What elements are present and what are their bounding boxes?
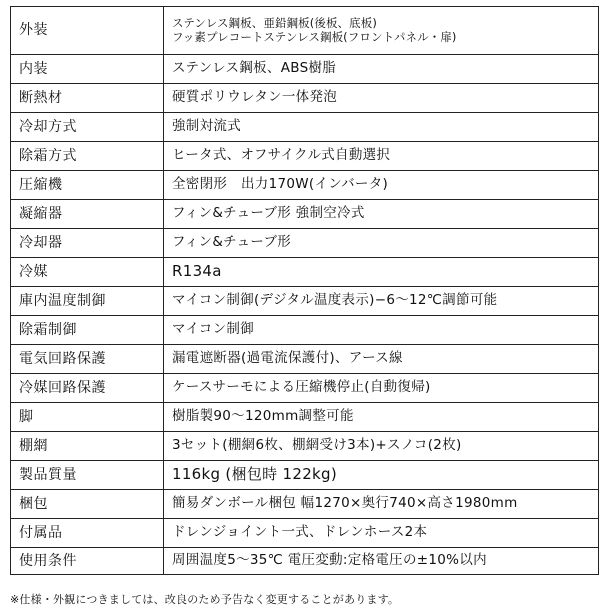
table-row bbox=[11, 142, 599, 171]
row-label-temperature-control: 庫内温度制御 bbox=[11, 287, 164, 316]
row-value-product-weight: 116kg (梱包時 122kg) bbox=[164, 461, 599, 490]
row-value-interior: ステンレス鋼板、ABS樹脂 bbox=[164, 55, 599, 84]
row-value-compressor: 全密閉形 出力170W(インバータ) bbox=[164, 171, 599, 200]
row-value-legs: 樹脂製90〜120mm調整可能 bbox=[164, 403, 599, 432]
row-label-evaporator: 冷却器 bbox=[11, 229, 164, 258]
table-row bbox=[11, 113, 599, 142]
row-label-shelves: 棚網 bbox=[11, 432, 164, 461]
table-row bbox=[11, 374, 599, 403]
table-row bbox=[11, 7, 599, 55]
exterior-line-2: フッ素プレコートステンレス鋼板(フロントパネル・扉) bbox=[172, 29, 457, 44]
row-label-accessories: 付属品 bbox=[11, 519, 164, 548]
row-value-cooling-method: 強制対流式 bbox=[164, 113, 599, 142]
row-value-temperature-control: マイコン制御(デジタル温度表示)−6〜12℃調節可能 bbox=[164, 287, 599, 316]
table-row bbox=[11, 345, 599, 374]
row-label-cooling-method: 冷却方式 bbox=[11, 113, 164, 142]
table-row bbox=[11, 171, 599, 200]
row-label-insulation: 断熱材 bbox=[11, 84, 164, 113]
table-row bbox=[11, 287, 599, 316]
row-label-interior: 内装 bbox=[11, 55, 164, 84]
row-label-condenser: 凝縮器 bbox=[11, 200, 164, 229]
row-label-compressor: 圧縮機 bbox=[11, 171, 164, 200]
row-value-refrigerant-protection: ケースサーモによる圧縮機停止(自動復帰) bbox=[164, 374, 599, 403]
row-label-legs: 脚 bbox=[11, 403, 164, 432]
table-row bbox=[11, 490, 599, 519]
row-label-packaging: 梱包 bbox=[11, 490, 164, 519]
footnote: ※仕様・外観につきましては、改良のため予告なく変更することがあります。 bbox=[10, 593, 400, 606]
row-value-insulation: 硬質ポリウレタン一体発泡 bbox=[164, 84, 599, 113]
table-row bbox=[11, 316, 599, 345]
row-value-shelves: 3セット(棚網6枚、棚網受け3本)+スノコ(2枚) bbox=[164, 432, 599, 461]
row-label-defrost-control: 除霜制御 bbox=[11, 316, 164, 345]
table-row bbox=[11, 258, 599, 287]
row-value-accessories: ドレンジョイント一式、ドレンホース2本 bbox=[164, 519, 599, 548]
row-label-product-weight: 製品質量 bbox=[11, 461, 164, 490]
table-row bbox=[11, 432, 599, 461]
exterior-line-1: ステンレス鋼板、亜鉛鋼板(後板、底板) bbox=[172, 16, 377, 31]
table-row bbox=[11, 548, 599, 575]
row-label-circuit-protection: 電気回路保護 bbox=[11, 345, 164, 374]
row-value-condenser: フィン&チューブ形 強制空冷式 bbox=[164, 200, 599, 229]
row-value-defrost-method: ヒータ式、オフサイクル式自動選択 bbox=[164, 142, 599, 171]
row-value-packaging: 簡易ダンボール梱包 幅1270×奥行740×高さ1980mm bbox=[164, 490, 599, 519]
row-label-refrigerant: 冷媒 bbox=[11, 258, 164, 287]
row-label-exterior: 外装 bbox=[11, 7, 164, 55]
table-row bbox=[11, 519, 599, 548]
table-row bbox=[11, 200, 599, 229]
row-value-evaporator: フィン&チューブ形 bbox=[164, 229, 599, 258]
row-value-operating-conditions: 周囲温度5〜35℃ 電圧変動:定格電圧の±10%以内 bbox=[164, 548, 599, 575]
row-value-exterior bbox=[164, 7, 599, 55]
row-value-refrigerant: R134a bbox=[164, 258, 599, 287]
row-value-defrost-control: マイコン制御 bbox=[164, 316, 599, 345]
row-label-operating-conditions: 使用条件 bbox=[11, 548, 164, 575]
table-row bbox=[11, 55, 599, 84]
row-value-circuit-protection: 漏電遮断器(過電流保護付)、アース線 bbox=[164, 345, 599, 374]
row-label-refrigerant-protection: 冷媒回路保護 bbox=[11, 374, 164, 403]
table-row bbox=[11, 84, 599, 113]
spec-table bbox=[10, 6, 599, 575]
table-row bbox=[11, 403, 599, 432]
table-row bbox=[11, 461, 599, 490]
table-row bbox=[11, 229, 599, 258]
row-label-defrost-method: 除霜方式 bbox=[11, 142, 164, 171]
